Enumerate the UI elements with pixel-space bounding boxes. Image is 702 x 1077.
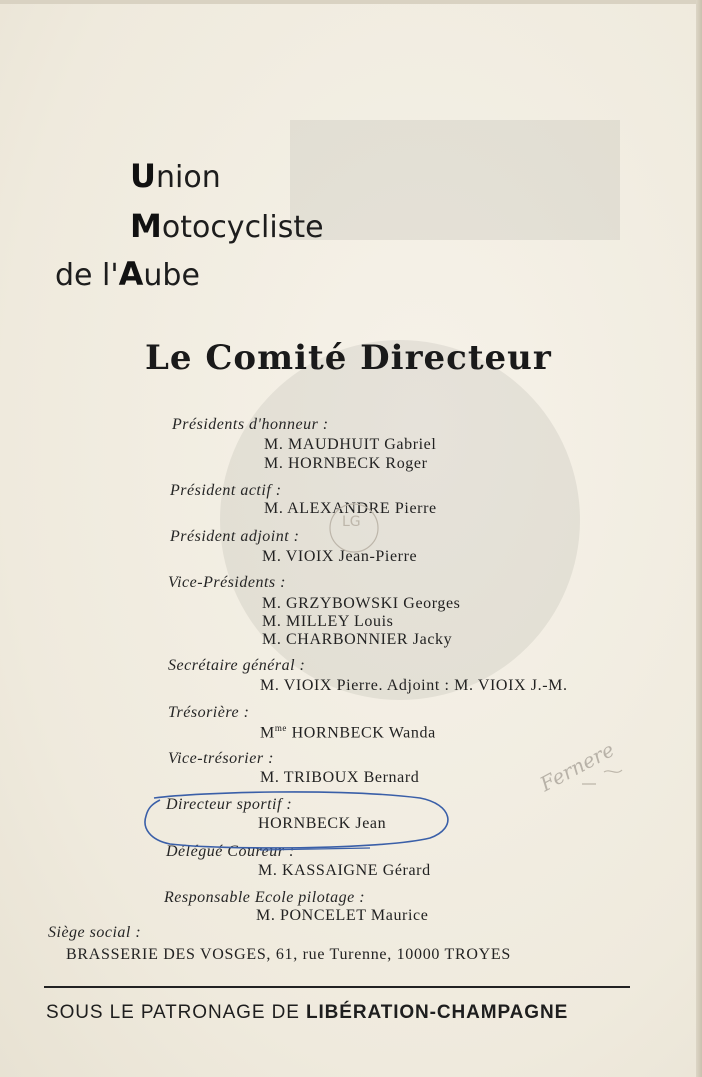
paper-edge-top [0, 0, 702, 4]
member-name: M. KASSAIGNE Gérard [258, 862, 431, 879]
role-label: Délégué Coureur : [166, 843, 295, 860]
patronage-prefix: SOUS LE PATRONAGE DE [46, 1002, 306, 1023]
brand-text-union: nion [155, 160, 221, 195]
brand-prefix-de: de l' [55, 258, 119, 293]
role-label: Secrétaire général : [168, 657, 306, 674]
member-name: M. ALEXANDRE Pierre [264, 500, 437, 517]
brand-line-union [130, 157, 221, 195]
patronage-line [46, 1002, 568, 1024]
role-label: Responsable Ecole pilotage : [164, 889, 366, 906]
member-name: M. MAUDHUIT Gabriel [264, 436, 437, 453]
address-line: BRASSERIE DES VOSGES, 61, rue Turenne, 10000 TROYES [66, 946, 511, 963]
member-name: M. TRIBOUX Bernard [260, 769, 420, 786]
role-label: Président adjoint : [170, 528, 300, 545]
patronage-name: LIBÉRATION-CHAMPAGNE [305, 1002, 569, 1023]
brand-text-aube: ube [143, 258, 200, 293]
brand-line-motocycliste [130, 207, 324, 245]
brand-line-aube [55, 255, 200, 293]
role-label: Président actif : [170, 482, 282, 499]
member-name: M. MILLEY Louis [262, 613, 394, 630]
seat-label: Siège social : [48, 924, 142, 941]
role-label: Vice-Présidents : [168, 574, 286, 591]
member-name: HORNBECK Jean [258, 815, 387, 832]
stamp-text: LG [342, 514, 361, 530]
member-name: M. HORNBECK Roger [264, 455, 428, 472]
member-name: M. PONCELET Maurice [256, 907, 429, 924]
member-name: M. VIOIX Pierre. Adjoint : M. VIOIX J.-M. [260, 677, 568, 694]
brand-text-motocycliste: otocycliste [161, 210, 324, 245]
member-name: M. GRZYBOWSKI Georges [262, 595, 461, 612]
paper-edge-right [696, 0, 702, 1077]
brand-initial-m: M [130, 207, 162, 245]
role-label: Vice-trésorier : [168, 750, 274, 767]
brand-initial-u: U [130, 157, 156, 195]
role-label: Présidents d'honneur : [172, 416, 329, 433]
brand-initial-a: A [118, 255, 144, 293]
role-label: Directeur sportif : [166, 796, 293, 813]
handwritten-margin-note: Fernere [536, 737, 619, 797]
role-label: Trésorière : [168, 704, 250, 721]
member-name: M. CHARBONNIER Jacky [262, 631, 453, 648]
divider-rule [44, 986, 630, 988]
member-name: M. VIOIX Jean-Pierre [262, 548, 418, 565]
page-title: Le Comité Directeur [145, 338, 552, 378]
member-name: $M^{me}$ HORNBECK Wanda [260, 723, 436, 742]
